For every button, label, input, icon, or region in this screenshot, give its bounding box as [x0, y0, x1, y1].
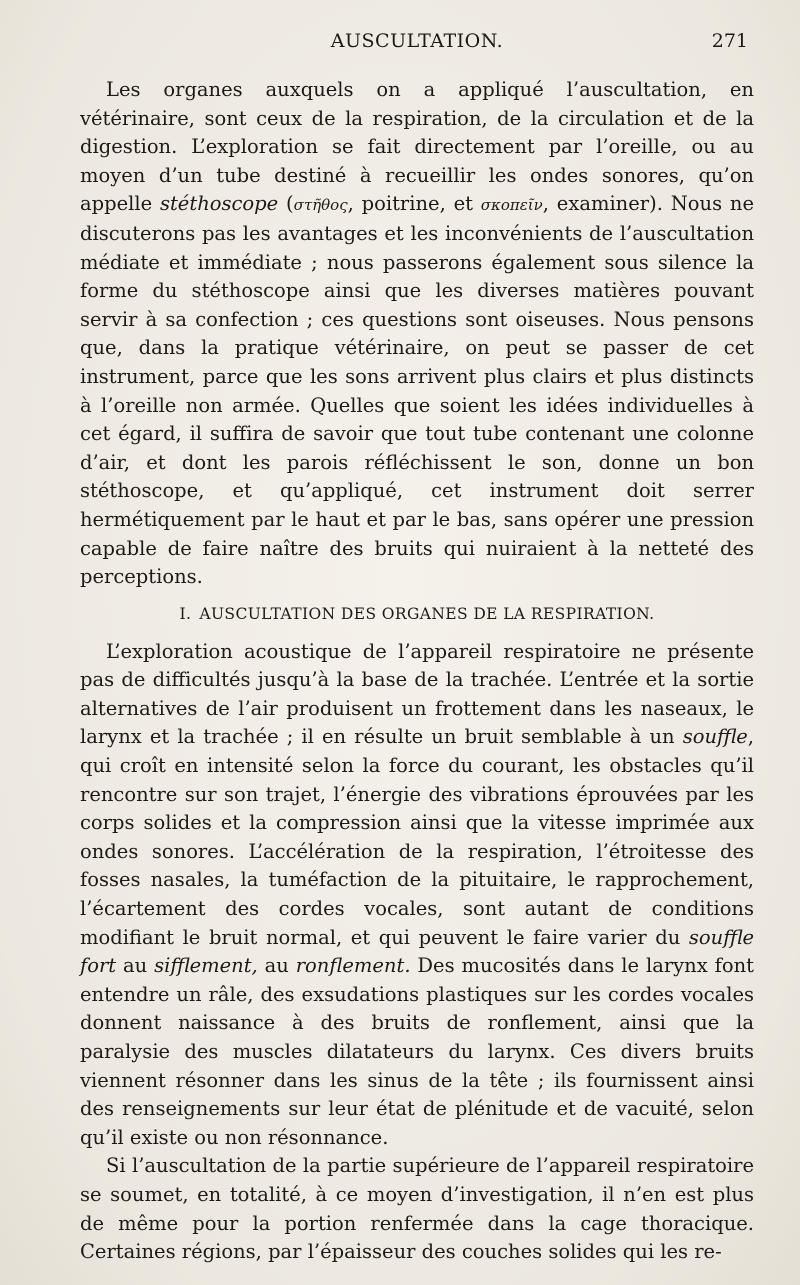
term-ronflement: ronflement. — [295, 954, 411, 978]
paragraph-2-text-c: au — [116, 954, 155, 978]
greek-word-stethos: στῆθος — [293, 196, 348, 215]
paragraph-1-text-b: ( — [278, 192, 294, 216]
paragraph-1-text-a: Les organes auxquels on a appliqué l’auscultation, en vétérinaire, sont ceux de la respiration, de la circulation et de la digestion. L’exploration se fait directement par l’oreille, ou au moyen d’un tube destiné à recueillir les ondes sonores, qu’on appelle — [80, 78, 754, 216]
paragraph-2-text-b: , qui croît en intensité selon la force du courant, les obstacles qu’il rencontre sur son trajet, l’énergie des vibrations éprouvées par les corps solides et la compression ainsi que la vitesse imprimée aux ondes sonores. L’accélération de la respiration, l’étroitesse des fosses nasales, la tuméfaction de la pituitaire, le rapprochement, l’écartement des cordes vocales, sont autant de conditions modifiant le bruit normal, et qui peuvent le faire varier du — [80, 725, 754, 949]
paragraph-2-text-e: Des mucosités dans le larynx font entendre un râle, des exsudations plastiques sur les cordes vocales donnent naissance à des bruits de ronflement, ainsi que la paralysie des muscles dilatateurs du larynx. Ces divers bruits viennent résonner dans les sinus de la tête ; ils fournissent ainsi des renseignements sur leur état de plénitude et de vacuité, selon qu’il existe ou non résonnance. — [80, 954, 754, 1149]
section-title: AUSCULTATION DES ORGANES DE LA RESPIRATION. — [199, 604, 655, 623]
term-souffle: souffle — [682, 725, 748, 749]
term-souffle-fort: souffle fort — [80, 925, 754, 978]
paragraph-2 — [80, 638, 754, 1153]
body-text — [80, 76, 754, 1267]
term-sifflement: sifflement, — [154, 954, 258, 978]
section-heading — [80, 602, 754, 626]
running-title: AUSCULTATION. — [330, 30, 504, 52]
running-head — [80, 30, 754, 62]
paragraph-1 — [80, 76, 754, 592]
greek-word-skopein: σκοπεῖν — [480, 196, 543, 215]
paragraph-1-text-c: , poitrine, et — [347, 192, 481, 216]
page-number: 271 — [711, 30, 748, 52]
paragraph-3: Si l’auscultation de la partie supérieure de l’appareil respiratoire se soumet, en totalité, à ce moyen d’investigation, il n’en est plus de même pour la portion renfermée dans la cage thoracique. Certaines régions, par l’épaisseur des couches solides qui les re- — [80, 1154, 754, 1264]
paragraph-1-text-d: , examiner). Nous ne discuterons pas les avantages et les inconvénients de l’auscultation médiate et immédiate ; nous passerons également sous silence la forme du stéthoscope ainsi que les diverses matières pouvant servir à sa confection ; ces questions sont oiseuses. Nous pensons que, dans la pratique vétérinaire, on peut se passer de cet instrument, parce que les sons arrivent plus clairs et plus distincts à l’oreille non armée. Quelles que soient les idées individuelles à cet égard, il suffira de savoir que tout tube contenant une colonne d’air, et dont les parois réfléchissent le son, donne un bon stéthoscope, et qu’appliqué, cet instrument doit serrer hermétiquement par le haut et par le bas, sans opérer une pression capable de faire naître des bruits qui nuiraient à la netteté des perceptions. — [80, 192, 754, 589]
section-number: I. — [179, 604, 192, 623]
term-stethoscope: stéthoscope — [159, 192, 279, 216]
paragraph-2-text-a: L’exploration acoustique de l’appareil respiratoire ne présente pas de difficultés jusqu’à la base de la trachée. L’entrée et la sortie alternatives de l’air produisent un frottement dans les naseaux, le larynx et la trachée ; il en résulte un bruit semblable à un — [80, 639, 754, 749]
paragraph-2-text-d: au — [257, 954, 296, 978]
